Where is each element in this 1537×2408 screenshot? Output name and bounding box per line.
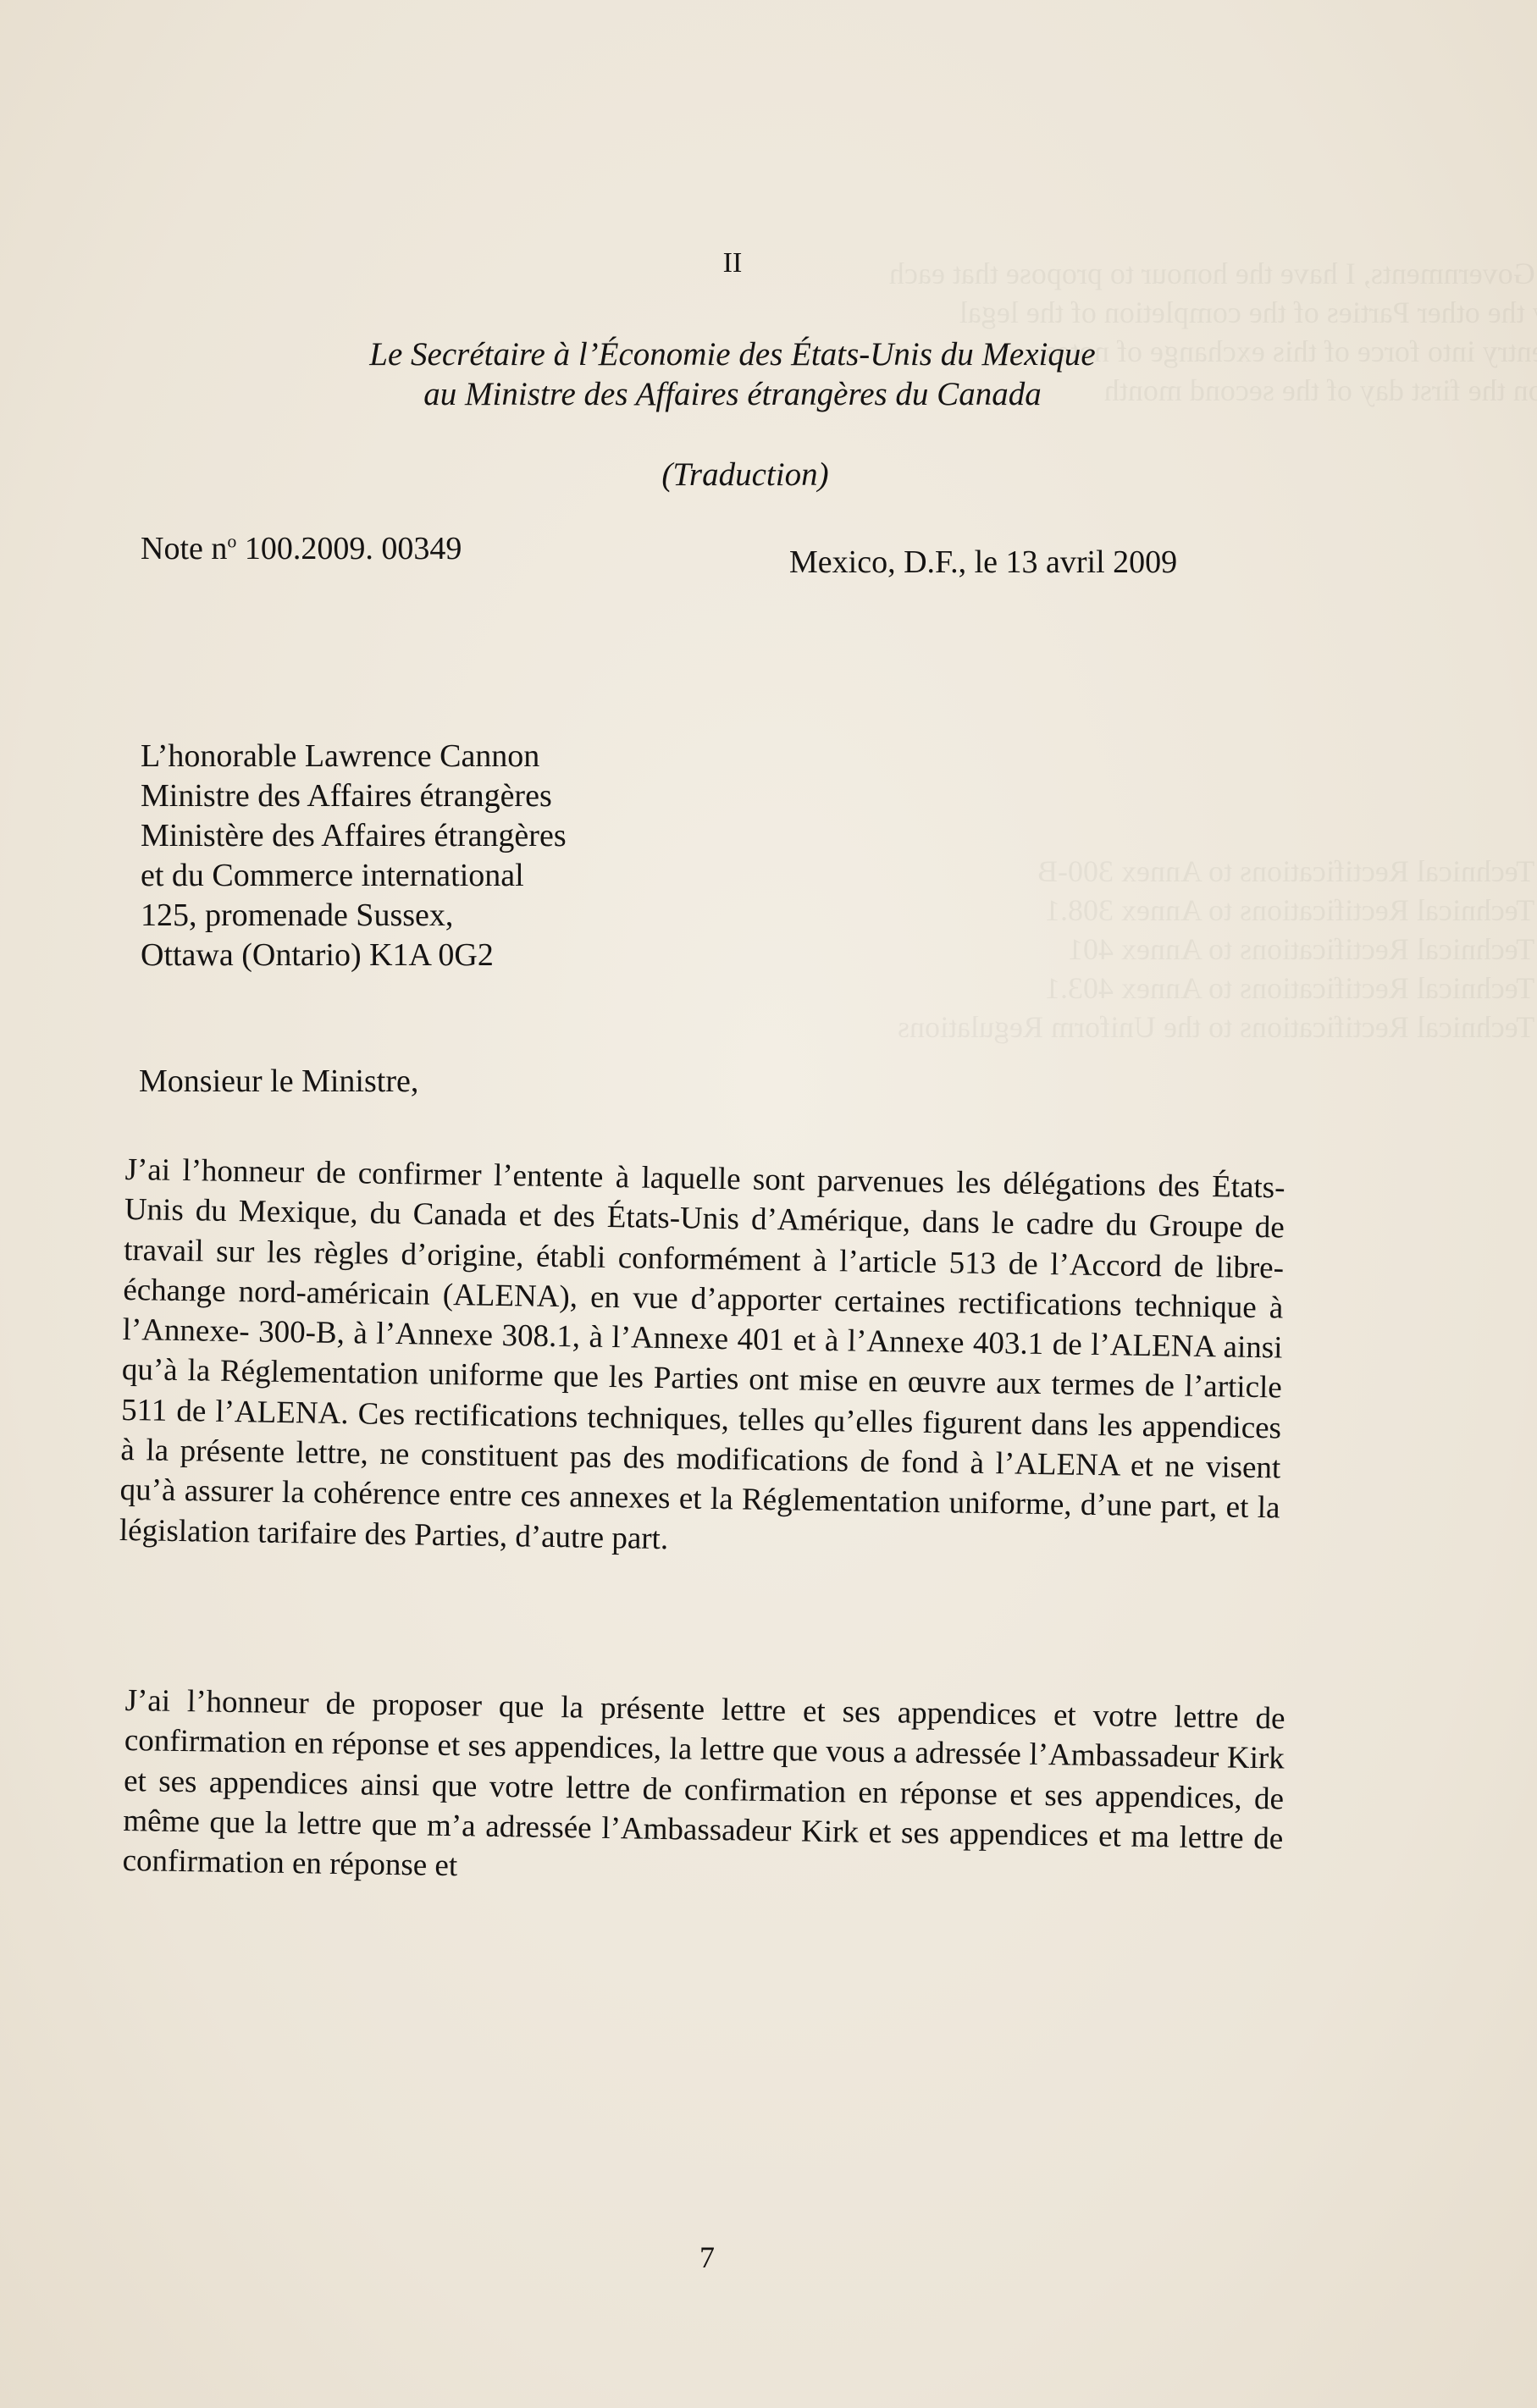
reverse-side-show-through-2	[898, 813, 1537, 1047]
date-line: Mexico, D.F., le 13 avril 2009	[789, 544, 1178, 580]
recipient-address	[141, 737, 567, 975]
address-line: Ministère des Affaires étrangères	[141, 818, 567, 853]
address-line: 125, promenade Sussex,	[141, 897, 454, 933]
salutation: Monsieur le Ministre,	[139, 1063, 419, 1099]
note-prefix: Note n	[141, 531, 228, 566]
note-superscript: o	[227, 530, 237, 552]
note-number: 100.2009. 00349	[236, 531, 462, 566]
note-reference	[141, 530, 462, 567]
address-line: L’honorable Lawrence Cannon	[141, 738, 540, 774]
section-numeral: II	[722, 247, 743, 279]
body-paragraph-2: J’ai l’honneur de proposer que la présente lettre et ses appendices et votre lettre de confirmation en réponse et ses appendices, la lettre que vous a adressée l’Ambassadeur Kirk et ses appendices ainsi que votre lettre de confirmation en réponse et ses appendices, de même que la lettre que m’a adressée l’Ambassadeur Kirk et ses appendices et ma lettre de confirmation en réponse et	[122, 1682, 1285, 1884]
body-paragraph-1: J’ai l’honneur de confirmer l’entente à laquelle sont parvenues les délégations des États-Unis du Mexique, du Canada et des États-Unis d’Amérique, dans le cadre du Groupe de travail sur les règles d’origine, établi conformément à l’article 513 de l’Accord de libre-échange nord-américain (ALENA), en vue d’apporter certaines rectifications technique à l’Annexe- 300-B, à l’Annexe 308.1, à l’Annexe 401 et à l’Annexe 403.1 de l’ALENA ainsi qu’à la Réglementation uniforme que les Parties ont mise en œuvre aux termes de l’article 511 de l’ALENA. Ces rectifications techniques, telles qu’elles figurent dans les appendices à la présente lettre, ne constituent pas des modifications de fond à l’ALENA et ne visent qu’à assurer la cohérence entre ces annexes et la Réglementation uniforme, d’une part, et la législation tarifaire des Parties, d’autre part.	[119, 1152, 1285, 1556]
page-number: 7	[699, 2240, 715, 2274]
address-line: et du Commerce international	[141, 858, 524, 893]
address-line: Ministre des Affaires étrangères	[141, 778, 552, 814]
address-line: Ottawa (Ontario) K1A 0G2	[141, 937, 494, 973]
sender-heading: Le Secrétaire à l’Économie des États-Unis du Mexique	[369, 336, 1096, 373]
translation-note: (Traduction)	[661, 456, 829, 493]
recipient-heading: au Ministre des Affaires étrangères du Canada	[423, 376, 1042, 412]
